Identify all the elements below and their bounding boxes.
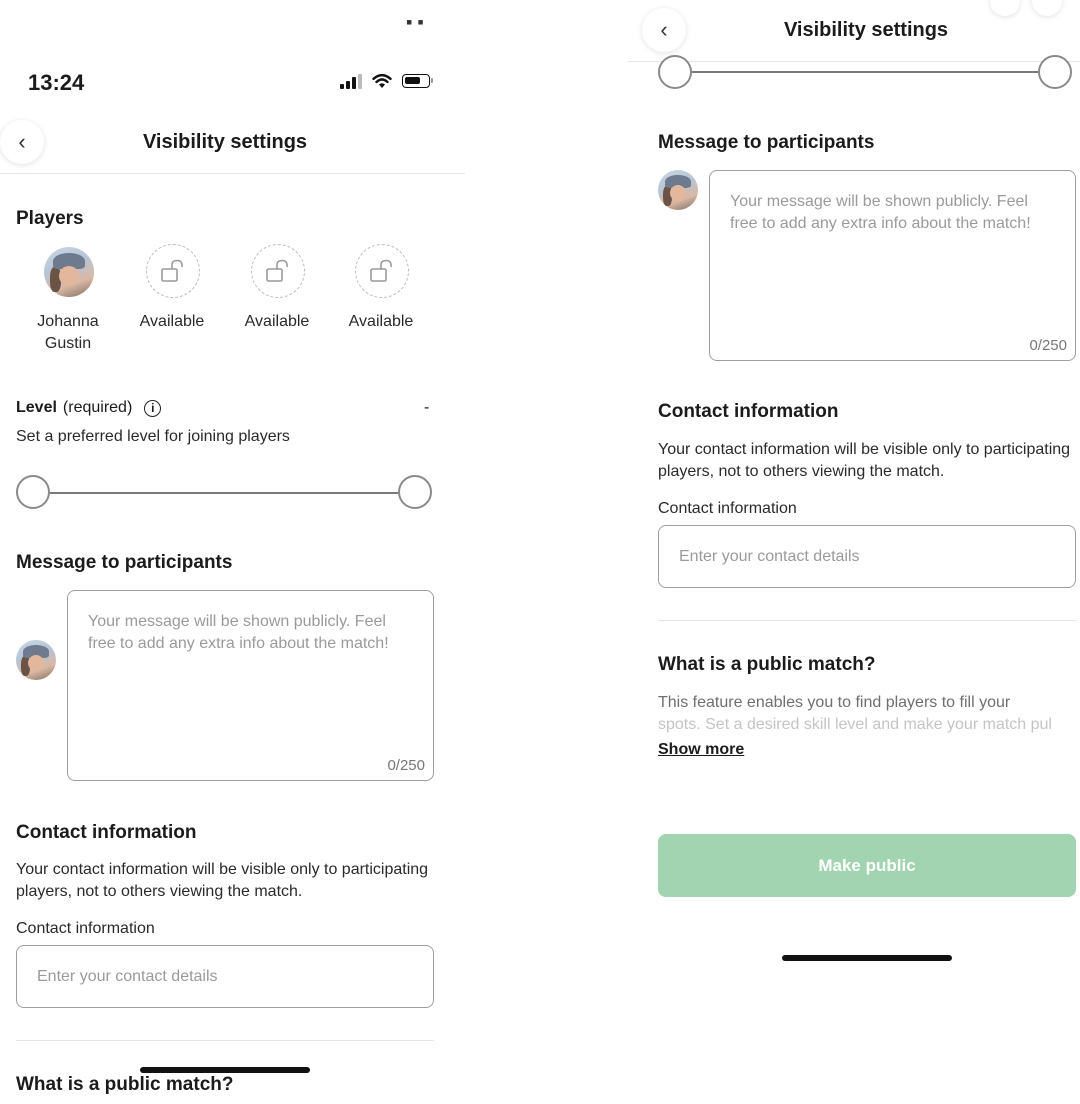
message-avatar [16,640,56,680]
player-slot-2[interactable] [251,244,305,298]
unlock-icon [160,259,186,283]
unlock-icon [369,259,395,283]
player-slot-3-label: Available [348,313,414,330]
chevron-left-icon: ‹ [660,17,668,42]
home-indicator [140,1067,310,1073]
chevron-left-icon: ‹ [18,129,26,154]
message-avatar [658,170,698,210]
level-slider-max-handle[interactable] [398,475,432,509]
player-slot-1-label: Available [139,313,205,330]
show-more-link[interactable]: Show more [658,741,745,758]
host-avatar [44,247,94,297]
player-slot-2-label: Available [244,313,310,330]
right-screen [628,0,1080,1104]
section-divider [16,1040,434,1041]
make-public-button[interactable]: Make public [658,834,1076,897]
home-indicator [782,955,952,961]
contact-input[interactable] [16,945,434,1008]
public-match-line-2: spots. Set a desired skill level and make your match pul [658,716,1052,733]
contact-placeholder: Enter your contact details [37,967,218,985]
contact-placeholder: Enter your contact details [679,547,860,565]
cropped-header-button[interactable] [1032,0,1062,16]
message-counter: 0/250 [1029,337,1067,354]
page-title: Visibility settings [142,131,308,153]
level-description: Set a preferred level for joining players [16,428,290,445]
battery-icon [402,74,430,88]
host-name [18,311,118,355]
level-slider-min-handle[interactable] [658,55,692,89]
contact-heading: Contact information [16,822,197,843]
level-label-row [16,399,161,417]
cropped-status-fragment: ▪ ▪ [406,12,424,32]
message-counter: 0/250 [387,757,425,774]
player-slot-3[interactable] [355,244,409,298]
contact-field-label: Contact information [16,920,155,937]
status-time: 13:24 [28,70,85,95]
contact-input[interactable] [658,525,1076,588]
page-title: Visibility settings [783,19,949,41]
cellular-signal-icon [340,73,362,89]
level-slider-max-handle[interactable] [1038,55,1072,89]
level-label: Level [16,399,57,416]
message-textarea[interactable] [67,590,434,781]
host-last-name: Gustin [44,335,92,352]
level-slider-track[interactable] [692,71,1042,73]
status-icons [340,73,430,89]
message-heading: Message to participants [658,132,875,153]
contact-description: Your contact information will be visible only to participating players, not to others viewing the match. [16,861,429,900]
message-placeholder: Your message will be shown publicly. Feel free to add any extra info about the match! [88,613,389,652]
left-screen [0,0,470,1104]
level-value: - [424,399,430,416]
player-slot-1[interactable] [146,244,200,298]
public-match-line-1: This feature enables you to find players to fill your [658,694,1011,711]
level-slider-min-handle[interactable] [16,475,50,509]
message-heading: Message to participants [16,552,233,573]
info-icon[interactable]: i [144,400,161,417]
wifi-icon [372,73,392,89]
players-heading: Players [16,208,84,229]
message-placeholder: Your message will be shown publicly. Feel free to add any extra info about the match! [730,193,1031,232]
contact-heading: Contact information [658,401,839,422]
header-divider [628,61,1080,62]
section-divider [658,620,1076,621]
level-required: (required) [62,399,133,416]
public-match-heading-partial: What is a public match? [16,1074,234,1095]
cropped-header-button[interactable] [990,0,1020,16]
message-textarea[interactable] [709,170,1076,361]
header-divider [0,173,465,174]
host-first-name: Johanna [37,313,99,330]
unlock-icon [265,259,291,283]
contact-field-label: Contact information [658,500,797,517]
level-slider-track[interactable] [40,492,406,494]
public-match-heading: What is a public match? [658,654,876,675]
contact-description: Your contact information will be visible only to participating players, not to others viewing the match. [658,441,1071,480]
